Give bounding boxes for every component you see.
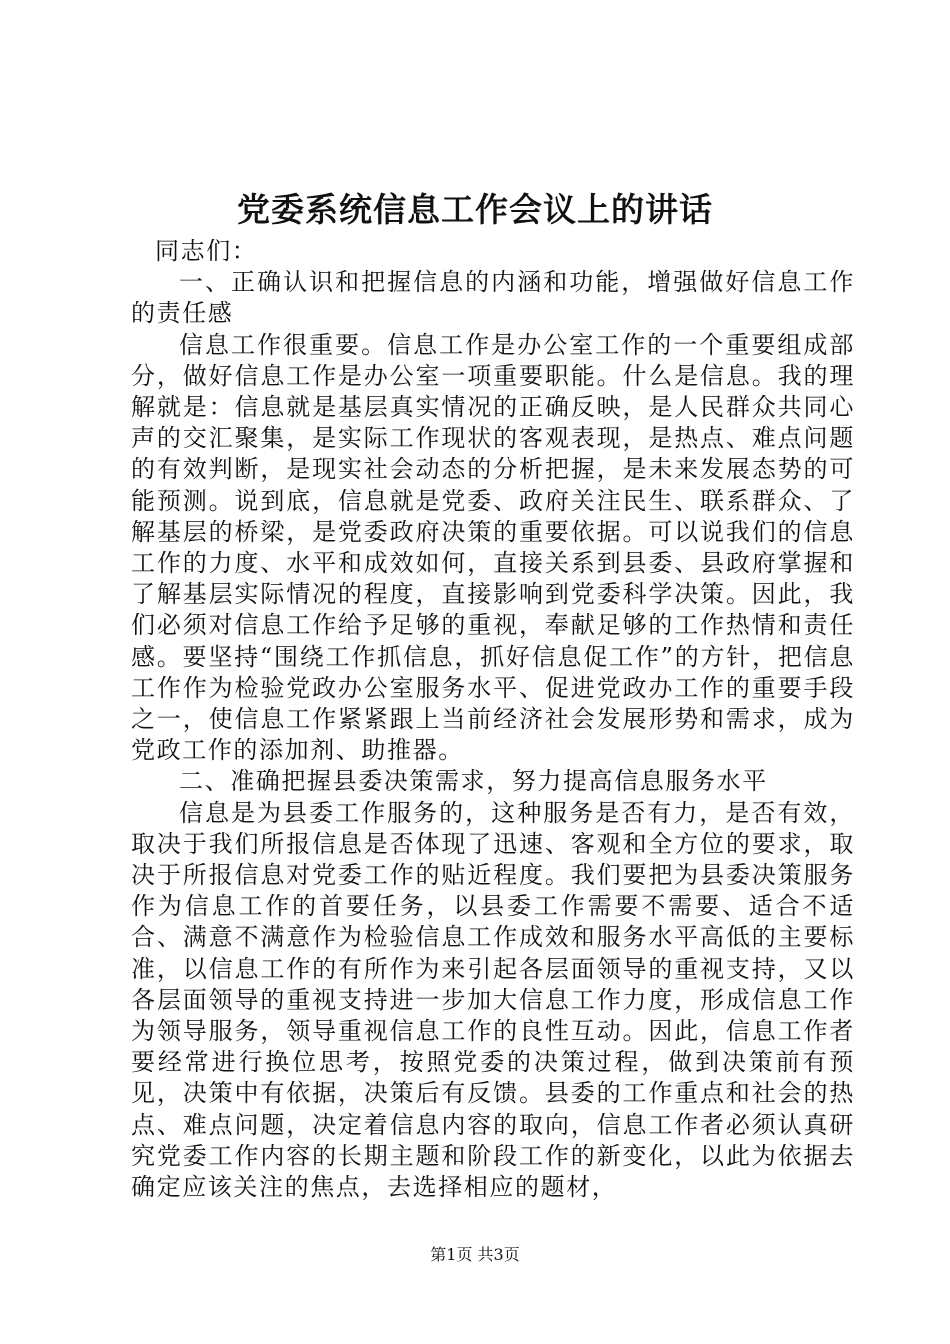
paragraph-heading-2: 二、准确把握县委决策需求，努力提高信息服务水平 — [179, 767, 768, 796]
paragraph: 信息工作很重要。信息工作是办公室工作的一个重要组成部分，做好信息工作是办公室一项重要职能。什么是信息。我的理解就是：信息就是基层真实情况的正确反映，是人民群众共同心声的交汇聚集，是实际工作现状的客观表现，是热点、难点问题的有效判断，是现实社会动态的分析把握，是未来发展态势的可能预测。说到底，信息就是党委、政府关注民生、联系群众、了解基层的桥梁，是党委政府决策的重要依据。可以说我们的信息工作的力度、水平和成效如何，直接关系到县委、县政府掌握和了解基层实际情况的程度，直接影响到党委科学决策。因此，我们必须对信息工作给予足够的重视，奉献足够的工作热情和责任感。要坚持“围绕工作抓信息，抓好信息促工作”的方针，把信息工作作为检验党政办公室服务水平、促进党政办工作的重要手段之一，使信息工作紧紧跟上当前经济社会发展形势和需求，成为党政工作的添加剂、助推器。 — [131, 330, 855, 765]
paragraph-heading-1: 一、正确认识和把握信息的内涵和功能，增强做好信息工作的责任感 — [131, 268, 855, 328]
paragraph: 信息是为县委工作服务的，这种服务是否有力，是否有效，取决于我们所报信息是否体现了迅速、客观和全方位的要求，取决于所报信息对党委工作的贴近程度。我们要把为县委决策服务作为信息工作的首要任务，以县委工作需要不需要、适合不适合、满意不满意作为检验信息工作成效和服务水平高低的主要标准，以信息工作的有所作为来引起各层面领导的重视支持，又以各层面领导的重视支持进一步加大信息工作力度，形成信息工作为领导服务，领导重视信息工作的良性互动。因此，信息工作者要经常进行换位思考，按照党委的决策过程，做到决策前有预见，决策中有依据，决策后有反馈。县委的工作重点和社会的热点、难点问题，决定着信息内容的取向，信息工作者必须认真研究党委工作内容的长期主题和阶段工作的新变化，以此为依据去确定应该关注的焦点，去选择相应的题材， — [131, 798, 855, 1202]
page-footer: 第1页 共3页 — [430, 1245, 520, 1264]
greeting: 同志们： — [155, 237, 258, 265]
document-title: 党委系统信息工作会议上的讲话 — [237, 190, 713, 229]
document-body — [131, 236, 855, 1203]
